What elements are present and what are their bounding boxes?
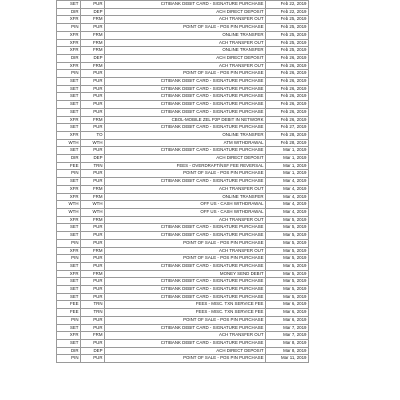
table-row xyxy=(57,1,309,9)
transaction-code-cell: DEP xyxy=(81,347,105,355)
transaction-description-cell: CITIBANK DEBIT CARD - SIGNATURE PURCHASE xyxy=(105,101,266,109)
table-row xyxy=(57,262,309,270)
transaction-code-cell: WTH xyxy=(81,201,105,209)
transaction-code-cell: FRM xyxy=(81,116,105,124)
transaction-description-cell: ONLINE TRANSFER xyxy=(105,193,266,201)
table-row xyxy=(57,78,309,86)
transaction-code-cell: DEP xyxy=(81,54,105,62)
transaction-code-cell: PUR xyxy=(81,1,105,9)
transaction-description-cell: FEES - MISC. TXN SERVICE FEE xyxy=(105,309,266,317)
transaction-date-cell: Mar 5, 2019 xyxy=(266,232,309,240)
transaction-code-cell: PUR xyxy=(81,124,105,132)
transaction-type-cell: SET xyxy=(57,147,81,155)
transaction-code-cell: PUR xyxy=(81,286,105,294)
table-row xyxy=(57,193,309,201)
transaction-description-cell: ACH DIRECT DEPOSIT xyxy=(105,8,266,16)
transaction-description-cell: OFF US - CASH WITHDRAWAL xyxy=(105,208,266,216)
transaction-type-cell: DIR xyxy=(57,8,81,16)
transaction-type-cell: PIN xyxy=(57,24,81,32)
transaction-description-cell: CITIBANK DEBIT CARD - SIGNATURE PURCHASE xyxy=(105,85,266,93)
transaction-type-cell: PIN xyxy=(57,255,81,263)
transaction-code-cell: PUR xyxy=(81,108,105,116)
transaction-type-cell: SET xyxy=(57,278,81,286)
transaction-type-cell: XFR xyxy=(57,185,81,193)
transactions-table xyxy=(56,0,309,363)
transaction-type-cell: XFR xyxy=(57,332,81,340)
transaction-code-cell: FRM xyxy=(81,332,105,340)
transaction-code-cell: FRM xyxy=(81,62,105,70)
transaction-type-cell: FEE xyxy=(57,162,81,170)
transaction-date-cell: Mar 5, 2019 xyxy=(266,270,309,278)
table-row xyxy=(57,239,309,247)
transaction-type-cell: PIN xyxy=(57,316,81,324)
transaction-date-cell: Feb 26, 2019 xyxy=(266,62,309,70)
transaction-date-cell: Mar 5, 2019 xyxy=(266,286,309,294)
table-row xyxy=(57,232,309,240)
transaction-code-cell: PUR xyxy=(81,178,105,186)
transaction-code-cell: PUR xyxy=(81,339,105,347)
transaction-date-cell: Mar 5, 2019 xyxy=(266,255,309,263)
transaction-type-cell: SET xyxy=(57,101,81,109)
transaction-description-cell: MONEY SEND DEBIT xyxy=(105,270,266,278)
transaction-description-cell: ACH TRANSFER OUT xyxy=(105,332,266,340)
transaction-code-cell: FRM xyxy=(81,47,105,55)
transaction-date-cell: Mar 11, 2019 xyxy=(266,355,309,363)
transaction-type-cell: SET xyxy=(57,108,81,116)
transaction-date-cell: Feb 26, 2019 xyxy=(266,108,309,116)
table-row xyxy=(57,178,309,186)
transaction-type-cell: SET xyxy=(57,78,81,86)
table-row xyxy=(57,293,309,301)
transaction-code-cell: DEP xyxy=(81,8,105,16)
transaction-code-cell: FRM xyxy=(81,247,105,255)
transaction-type-cell: SET xyxy=(57,85,81,93)
transaction-code-cell: PUR xyxy=(81,324,105,332)
transaction-type-cell: SET xyxy=(57,1,81,9)
transaction-type-cell: PIN xyxy=(57,70,81,78)
transaction-date-cell: Mar 5, 2019 xyxy=(266,278,309,286)
transaction-date-cell: Mar 1, 2019 xyxy=(266,147,309,155)
table-row xyxy=(57,124,309,132)
transaction-date-cell: Mar 5, 2019 xyxy=(266,247,309,255)
transaction-description-cell: CBOL-MOBILE ZEL P2P DEBIT IN NETWORK xyxy=(105,116,266,124)
transaction-date-cell: Mar 1, 2019 xyxy=(266,162,309,170)
table-row xyxy=(57,247,309,255)
transaction-code-cell: WTH xyxy=(81,208,105,216)
transaction-date-cell: Mar 4, 2019 xyxy=(266,201,309,209)
transaction-type-cell: DIR xyxy=(57,54,81,62)
transaction-date-cell: Feb 26, 2019 xyxy=(266,101,309,109)
transaction-code-cell: PUR xyxy=(81,355,105,363)
transaction-type-cell: WTH xyxy=(57,139,81,147)
transaction-date-cell: Feb 27, 2019 xyxy=(266,124,309,132)
transaction-date-cell: Mar 8, 2019 xyxy=(266,339,309,347)
transaction-date-cell: Mar 1, 2019 xyxy=(266,170,309,178)
transaction-date-cell: Mar 6, 2019 xyxy=(266,301,309,309)
transaction-description-cell: CITIBANK DEBIT CARD - SIGNATURE PURCHASE xyxy=(105,232,266,240)
transaction-description-cell: POINT OF SALE - POS PIN PURCHASE xyxy=(105,170,266,178)
transaction-type-cell: SET xyxy=(57,262,81,270)
transaction-type-cell: WTH xyxy=(57,201,81,209)
table-row xyxy=(57,116,309,124)
transaction-type-cell: PIN xyxy=(57,355,81,363)
transaction-code-cell: PUR xyxy=(81,101,105,109)
transaction-date-cell: Feb 25, 2019 xyxy=(266,31,309,39)
transaction-date-cell: Feb 26, 2019 xyxy=(266,93,309,101)
transaction-date-cell: Feb 25, 2019 xyxy=(266,39,309,47)
transaction-code-cell: PUR xyxy=(81,147,105,155)
transactions-body xyxy=(57,1,309,363)
transaction-type-cell: DIR xyxy=(57,347,81,355)
transaction-code-cell: PUR xyxy=(81,255,105,263)
transaction-description-cell: CITIBANK DEBIT CARD - SIGNATURE PURCHASE xyxy=(105,1,266,9)
transaction-description-cell: POINT OF SALE - POS PIN PURCHASE xyxy=(105,24,266,32)
transaction-date-cell: Feb 22, 2019 xyxy=(266,1,309,9)
transaction-type-cell: SET xyxy=(57,286,81,294)
transaction-code-cell: FRM xyxy=(81,16,105,24)
table-row xyxy=(57,201,309,209)
transaction-description-cell: OFF US - CASH WITHDRAWAL xyxy=(105,201,266,209)
transaction-description-cell: CITIBANK DEBIT CARD - SIGNATURE PURCHASE xyxy=(105,278,266,286)
transaction-date-cell: Mar 8, 2019 xyxy=(266,347,309,355)
table-row xyxy=(57,216,309,224)
table-row xyxy=(57,70,309,78)
table-row xyxy=(57,47,309,55)
transaction-code-cell: PUR xyxy=(81,78,105,86)
transaction-date-cell: Mar 7, 2019 xyxy=(266,324,309,332)
transaction-date-cell: Mar 4, 2019 xyxy=(266,185,309,193)
transaction-type-cell: XFR xyxy=(57,39,81,47)
transaction-type-cell: XFR xyxy=(57,116,81,124)
transaction-description-cell: ONLINE TRANSFER xyxy=(105,131,266,139)
transaction-type-cell: XFR xyxy=(57,131,81,139)
transaction-code-cell: PUR xyxy=(81,316,105,324)
transaction-code-cell: TRN xyxy=(81,309,105,317)
table-row xyxy=(57,339,309,347)
transaction-code-cell: PUR xyxy=(81,293,105,301)
transaction-description-cell: ACH TRANSFER OUT xyxy=(105,185,266,193)
table-row xyxy=(57,162,309,170)
table-row xyxy=(57,332,309,340)
transaction-description-cell: ACH TRANSFER OUT xyxy=(105,16,266,24)
transaction-description-cell: ACH TRANSFER OUT xyxy=(105,62,266,70)
transaction-code-cell: PUR xyxy=(81,262,105,270)
transaction-date-cell: Feb 26, 2019 xyxy=(266,54,309,62)
table-row xyxy=(57,147,309,155)
transaction-date-cell: Feb 26, 2019 xyxy=(266,85,309,93)
transaction-description-cell: POINT OF SALE - POS PIN PURCHASE xyxy=(105,70,266,78)
transaction-type-cell: FEE xyxy=(57,301,81,309)
table-row xyxy=(57,54,309,62)
transaction-type-cell: XFR xyxy=(57,193,81,201)
transaction-code-cell: PUR xyxy=(81,239,105,247)
transaction-code-cell: TRN xyxy=(81,162,105,170)
transaction-type-cell: XFR xyxy=(57,216,81,224)
transaction-date-cell: Mar 7, 2019 xyxy=(266,332,309,340)
transaction-date-cell: Mar 4, 2019 xyxy=(266,208,309,216)
table-row xyxy=(57,208,309,216)
transaction-code-cell: PUR xyxy=(81,278,105,286)
transaction-description-cell: CITIBANK DEBIT CARD - SIGNATURE PURCHASE xyxy=(105,124,266,132)
table-row xyxy=(57,39,309,47)
transaction-code-cell: PUR xyxy=(81,170,105,178)
transaction-date-cell: Feb 25, 2019 xyxy=(266,47,309,55)
transaction-description-cell: FEES - MISC. TXN SERVICE FEE xyxy=(105,301,266,309)
transaction-type-cell: SET xyxy=(57,324,81,332)
table-row xyxy=(57,301,309,309)
transaction-date-cell: Feb 28, 2019 xyxy=(266,131,309,139)
transaction-description-cell: CITIBANK DEBIT CARD - SIGNATURE PURCHASE xyxy=(105,93,266,101)
transaction-description-cell: CITIBANK DEBIT CARD - SIGNATURE PURCHASE xyxy=(105,262,266,270)
table-row xyxy=(57,355,309,363)
transaction-code-cell: PUR xyxy=(81,70,105,78)
transaction-description-cell: ACH DIRECT DEPOSIT xyxy=(105,54,266,62)
transaction-type-cell: SET xyxy=(57,232,81,240)
transaction-type-cell: PIN xyxy=(57,170,81,178)
table-row xyxy=(57,324,309,332)
table-row xyxy=(57,270,309,278)
table-row xyxy=(57,93,309,101)
transaction-description-cell: ONLINE TRANSFER xyxy=(105,47,266,55)
transaction-date-cell: Mar 5, 2019 xyxy=(266,216,309,224)
transaction-type-cell: SET xyxy=(57,178,81,186)
transaction-code-cell: PUR xyxy=(81,224,105,232)
transaction-date-cell: Mar 6, 2019 xyxy=(266,316,309,324)
transaction-description-cell: ACH TRANSFER OUT xyxy=(105,39,266,47)
transaction-type-cell: XFR xyxy=(57,31,81,39)
transaction-date-cell: Mar 1, 2019 xyxy=(266,155,309,163)
transaction-description-cell: POINT OF SALE - POS PIN PURCHASE xyxy=(105,255,266,263)
transaction-date-cell: Feb 25, 2019 xyxy=(266,16,309,24)
transaction-date-cell: Feb 26, 2019 xyxy=(266,70,309,78)
transaction-sheet xyxy=(56,0,308,363)
transaction-description-cell: CITIBANK DEBIT CARD - SIGNATURE PURCHASE xyxy=(105,293,266,301)
transaction-code-cell: PUR xyxy=(81,85,105,93)
transaction-date-cell: Feb 25, 2019 xyxy=(266,24,309,32)
transaction-description-cell: POINT OF SALE - POS PIN PURCHASE xyxy=(105,316,266,324)
transaction-description-cell: ACH DIRECT DEPOSIT xyxy=(105,347,266,355)
table-row xyxy=(57,16,309,24)
transaction-description-cell: CITIBANK DEBIT CARD - SIGNATURE PURCHASE xyxy=(105,286,266,294)
table-row xyxy=(57,85,309,93)
table-row xyxy=(57,139,309,147)
table-row xyxy=(57,24,309,32)
transaction-description-cell: CITIBANK DEBIT CARD - SIGNATURE PURCHASE xyxy=(105,108,266,116)
transaction-description-cell: CITIBANK DEBIT CARD - SIGNATURE PURCHASE xyxy=(105,147,266,155)
table-row xyxy=(57,224,309,232)
transaction-description-cell: CITIBANK DEBIT CARD - SIGNATURE PURCHASE xyxy=(105,324,266,332)
transaction-type-cell: SET xyxy=(57,124,81,132)
table-row xyxy=(57,286,309,294)
transaction-date-cell: Mar 5, 2019 xyxy=(266,239,309,247)
transaction-date-cell: Feb 28, 2019 xyxy=(266,139,309,147)
transaction-type-cell: XFR xyxy=(57,247,81,255)
transaction-description-cell: CITIBANK DEBIT CARD - SIGNATURE PURCHASE xyxy=(105,78,266,86)
table-row xyxy=(57,309,309,317)
transaction-description-cell: ONLINE TRANSFER xyxy=(105,31,266,39)
transaction-code-cell: FRM xyxy=(81,270,105,278)
transaction-date-cell: Feb 26, 2019 xyxy=(266,78,309,86)
table-row xyxy=(57,278,309,286)
transaction-description-cell: ATM WITHDRAWAL xyxy=(105,139,266,147)
transaction-description-cell: ACH TRANSFER OUT xyxy=(105,247,266,255)
transaction-date-cell: Mar 4, 2019 xyxy=(266,178,309,186)
transaction-date-cell: Mar 6, 2019 xyxy=(266,309,309,317)
table-row xyxy=(57,62,309,70)
transaction-description-cell: ACH TRANSFER OUT xyxy=(105,216,266,224)
transaction-type-cell: SET xyxy=(57,93,81,101)
table-row xyxy=(57,255,309,263)
transaction-code-cell: PUR xyxy=(81,24,105,32)
transaction-type-cell: XFR xyxy=(57,47,81,55)
transaction-type-cell: DIR xyxy=(57,155,81,163)
table-row xyxy=(57,347,309,355)
transaction-description-cell: CITIBANK DEBIT CARD - SIGNATURE PURCHASE xyxy=(105,224,266,232)
table-row xyxy=(57,108,309,116)
transaction-date-cell: Feb 22, 2019 xyxy=(266,8,309,16)
transaction-type-cell: XFR xyxy=(57,270,81,278)
transaction-date-cell: Mar 4, 2019 xyxy=(266,193,309,201)
transaction-code-cell: PUR xyxy=(81,232,105,240)
transaction-type-cell: SET xyxy=(57,224,81,232)
table-row xyxy=(57,170,309,178)
transaction-description-cell: CITIBANK DEBIT CARD - SIGNATURE PURCHASE xyxy=(105,178,266,186)
transaction-code-cell: FRM xyxy=(81,216,105,224)
transaction-type-cell: PIN xyxy=(57,239,81,247)
table-row xyxy=(57,101,309,109)
transaction-description-cell: CITIBANK DEBIT CARD - SIGNATURE PURCHASE xyxy=(105,339,266,347)
transaction-code-cell: TRN xyxy=(81,301,105,309)
transaction-type-cell: WTH xyxy=(57,208,81,216)
table-row xyxy=(57,316,309,324)
transaction-code-cell: DEP xyxy=(81,155,105,163)
transaction-type-cell: XFR xyxy=(57,16,81,24)
transaction-description-cell: POINT OF SALE - POS PIN PURCHASE xyxy=(105,355,266,363)
transaction-description-cell: ACH DIRECT DEPOSIT xyxy=(105,155,266,163)
table-row xyxy=(57,155,309,163)
transaction-date-cell: Mar 5, 2019 xyxy=(266,224,309,232)
transaction-type-cell: SET xyxy=(57,293,81,301)
transaction-type-cell: XFR xyxy=(57,62,81,70)
transaction-date-cell: Mar 5, 2019 xyxy=(266,262,309,270)
transaction-code-cell: TO xyxy=(81,131,105,139)
transaction-description-cell: POINT OF SALE - POS PIN PURCHASE xyxy=(105,239,266,247)
transaction-date-cell: Feb 26, 2019 xyxy=(266,116,309,124)
transaction-code-cell: WTH xyxy=(81,139,105,147)
transaction-type-cell: SET xyxy=(57,339,81,347)
transaction-type-cell: FEE xyxy=(57,309,81,317)
transaction-code-cell: PUR xyxy=(81,93,105,101)
transaction-description-cell: FEES - OVERDRAFT/NSF FEE REVERSAL xyxy=(105,162,266,170)
transaction-code-cell: FRM xyxy=(81,185,105,193)
table-row xyxy=(57,8,309,16)
transaction-code-cell: FRM xyxy=(81,193,105,201)
transaction-date-cell: Mar 5, 2019 xyxy=(266,293,309,301)
table-row xyxy=(57,185,309,193)
table-row xyxy=(57,31,309,39)
transaction-code-cell: FRM xyxy=(81,31,105,39)
table-row xyxy=(57,131,309,139)
transaction-code-cell: FRM xyxy=(81,39,105,47)
